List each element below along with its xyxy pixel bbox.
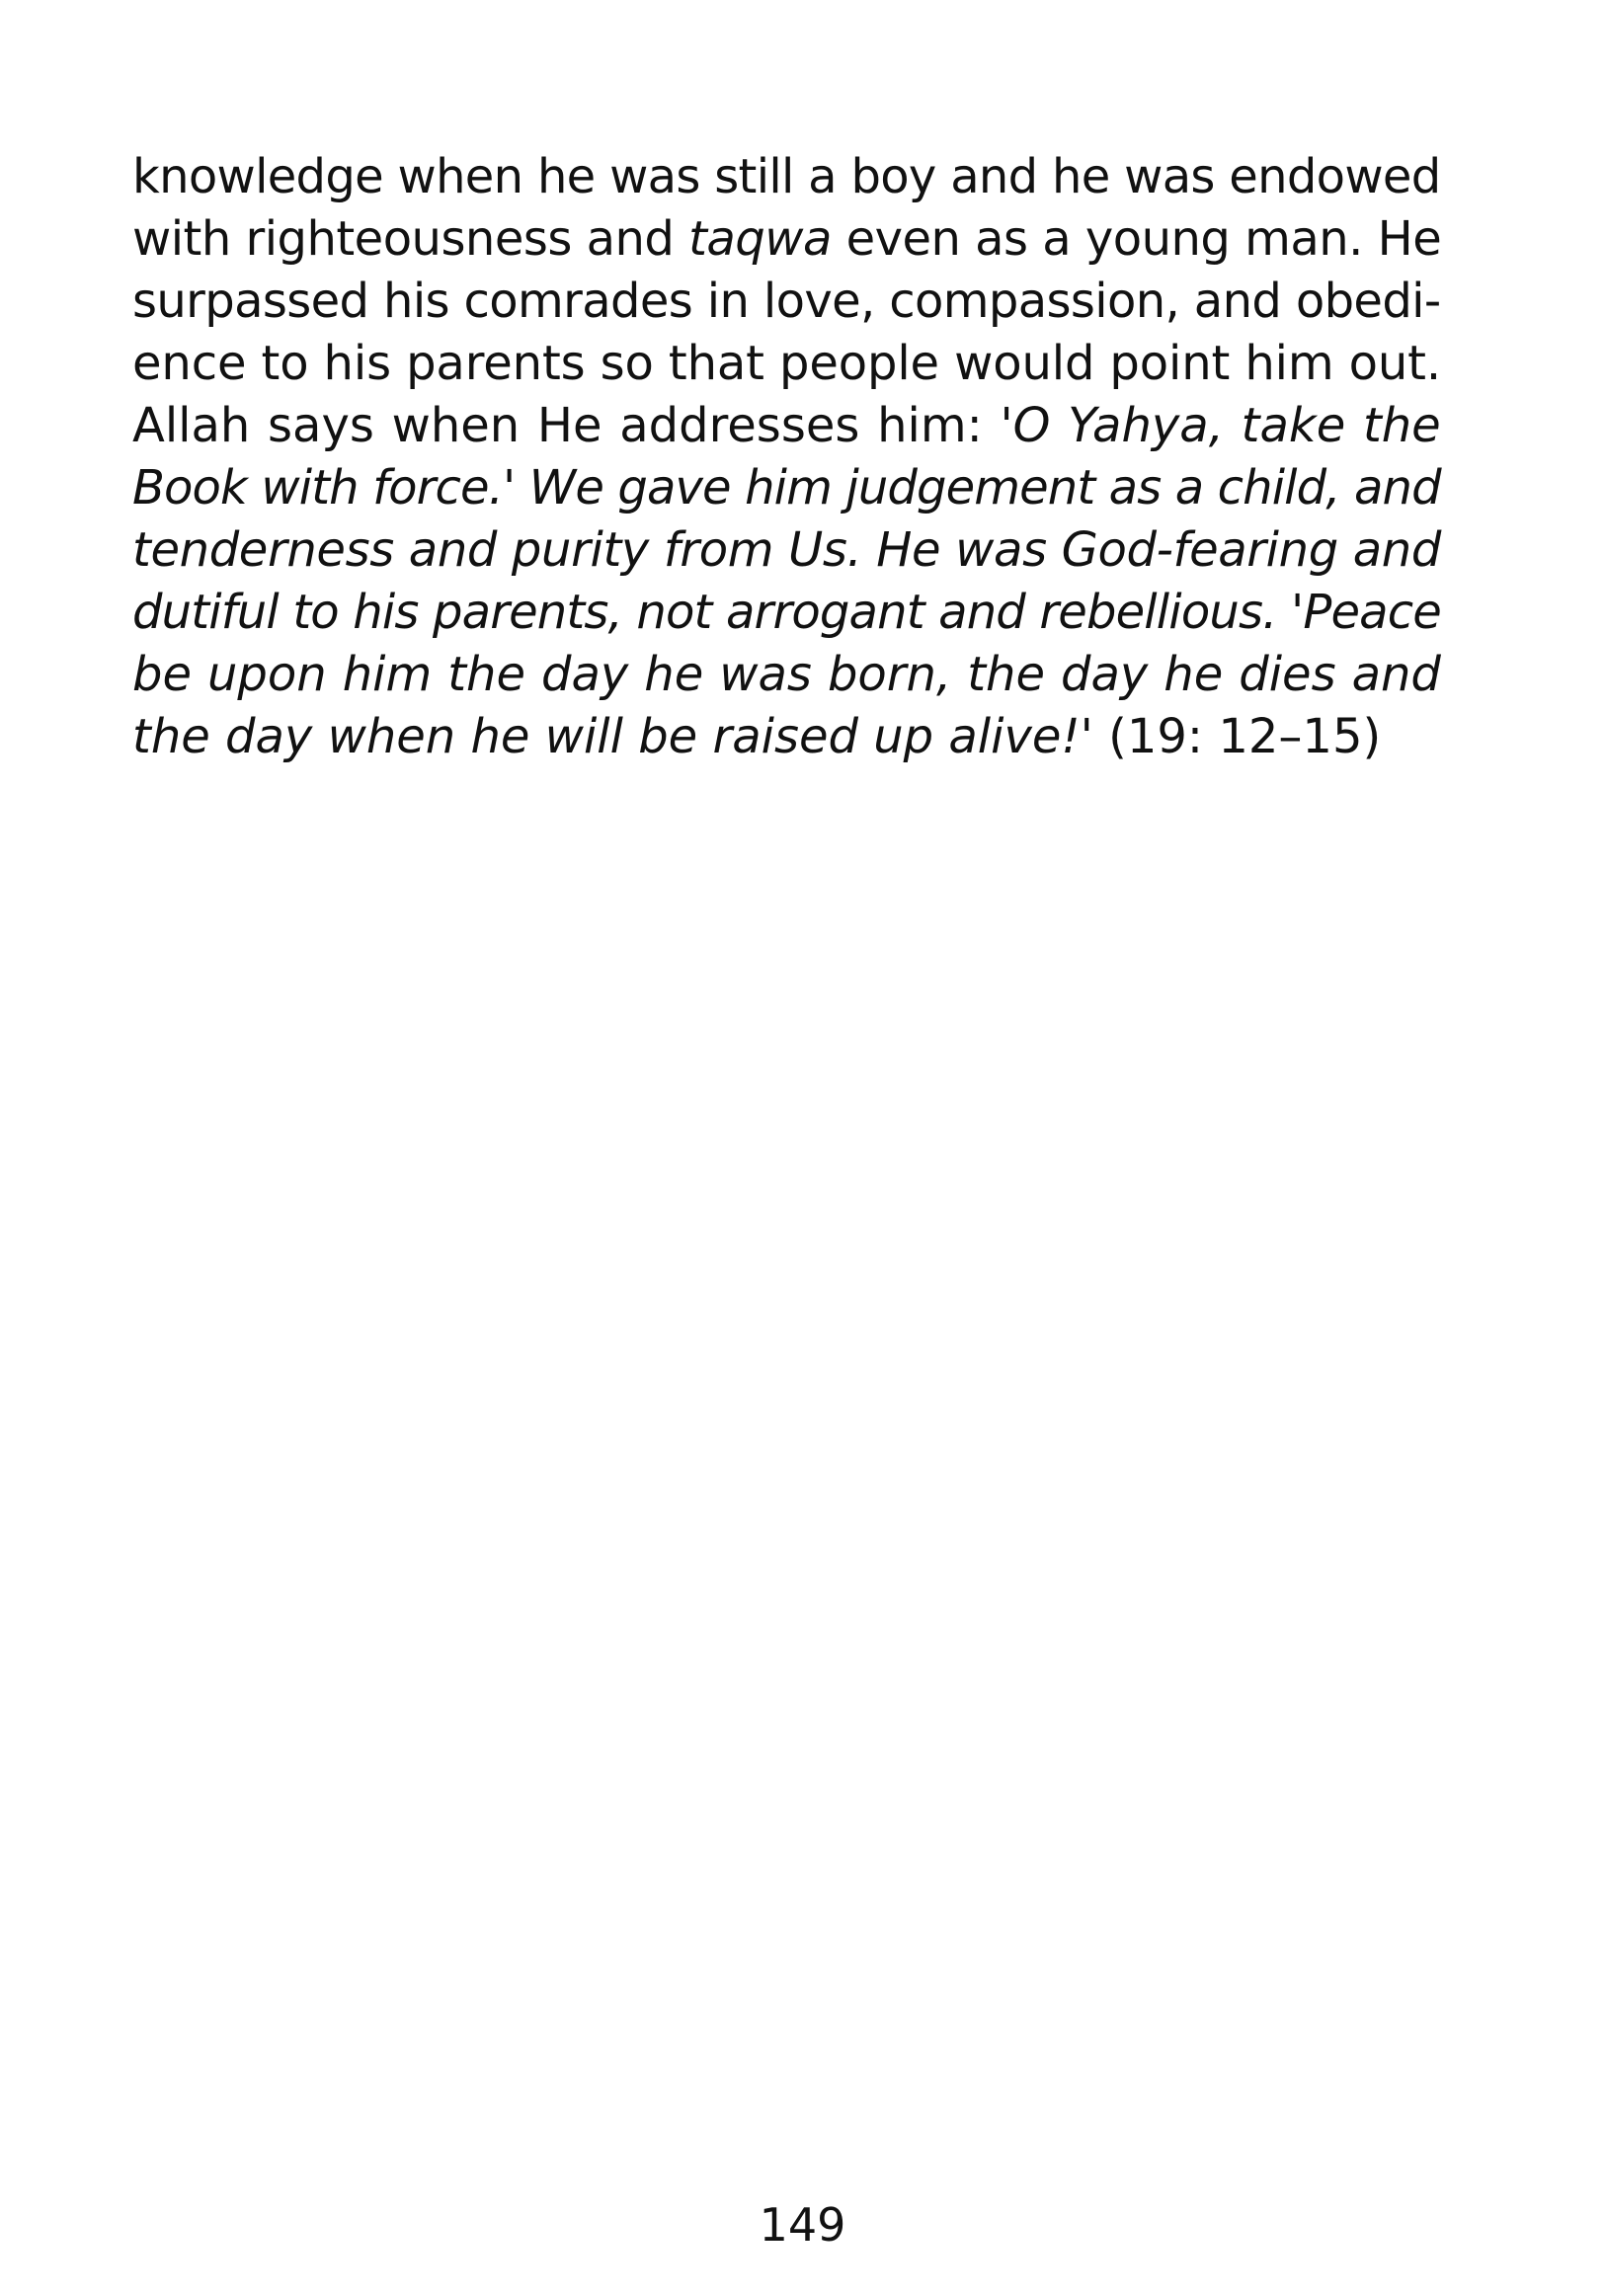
text-line xyxy=(132,706,1441,768)
text-run: knowledge when he was still a boy and he was endowed xyxy=(132,149,1441,204)
text-run: with righteousness and xyxy=(132,211,689,267)
text-line xyxy=(132,395,1441,457)
text-line xyxy=(132,519,1441,582)
text-line xyxy=(132,271,1441,333)
verse-reference: (19: 12–15) xyxy=(1092,709,1382,764)
body-paragraph xyxy=(132,146,1441,768)
text-line xyxy=(132,146,1441,208)
quran-quote: 'O Yahya, take the xyxy=(1000,398,1441,453)
italic-term-taqwa: taqwa xyxy=(688,211,832,267)
text-run: ence to his parents so that people would point him out. xyxy=(132,336,1441,391)
text-run: even as a young man. He xyxy=(831,211,1442,267)
quran-quote: the day when he will be raised up alive!' xyxy=(132,709,1093,764)
quran-quote: Book with force.' We gave him judgement as a child, and xyxy=(132,460,1441,515)
text-line xyxy=(132,333,1441,395)
quran-quote: tenderness and purity from Us. He was God-fearing and xyxy=(132,522,1441,578)
text-run: Allah says when He addresses him: xyxy=(132,398,1001,453)
text-line xyxy=(132,457,1441,519)
quran-quote: dutiful to his parents, not arrogant and rebellious. 'Peace xyxy=(132,585,1442,640)
quran-quote: be upon him the day he was born, the day he dies and xyxy=(132,647,1441,702)
text-line xyxy=(132,582,1441,644)
text-run: surpassed his comrades in love, compassion, and obedi- xyxy=(132,274,1441,329)
text-line xyxy=(132,644,1441,706)
text-line xyxy=(132,208,1441,271)
page-number: 149 xyxy=(759,2198,846,2252)
